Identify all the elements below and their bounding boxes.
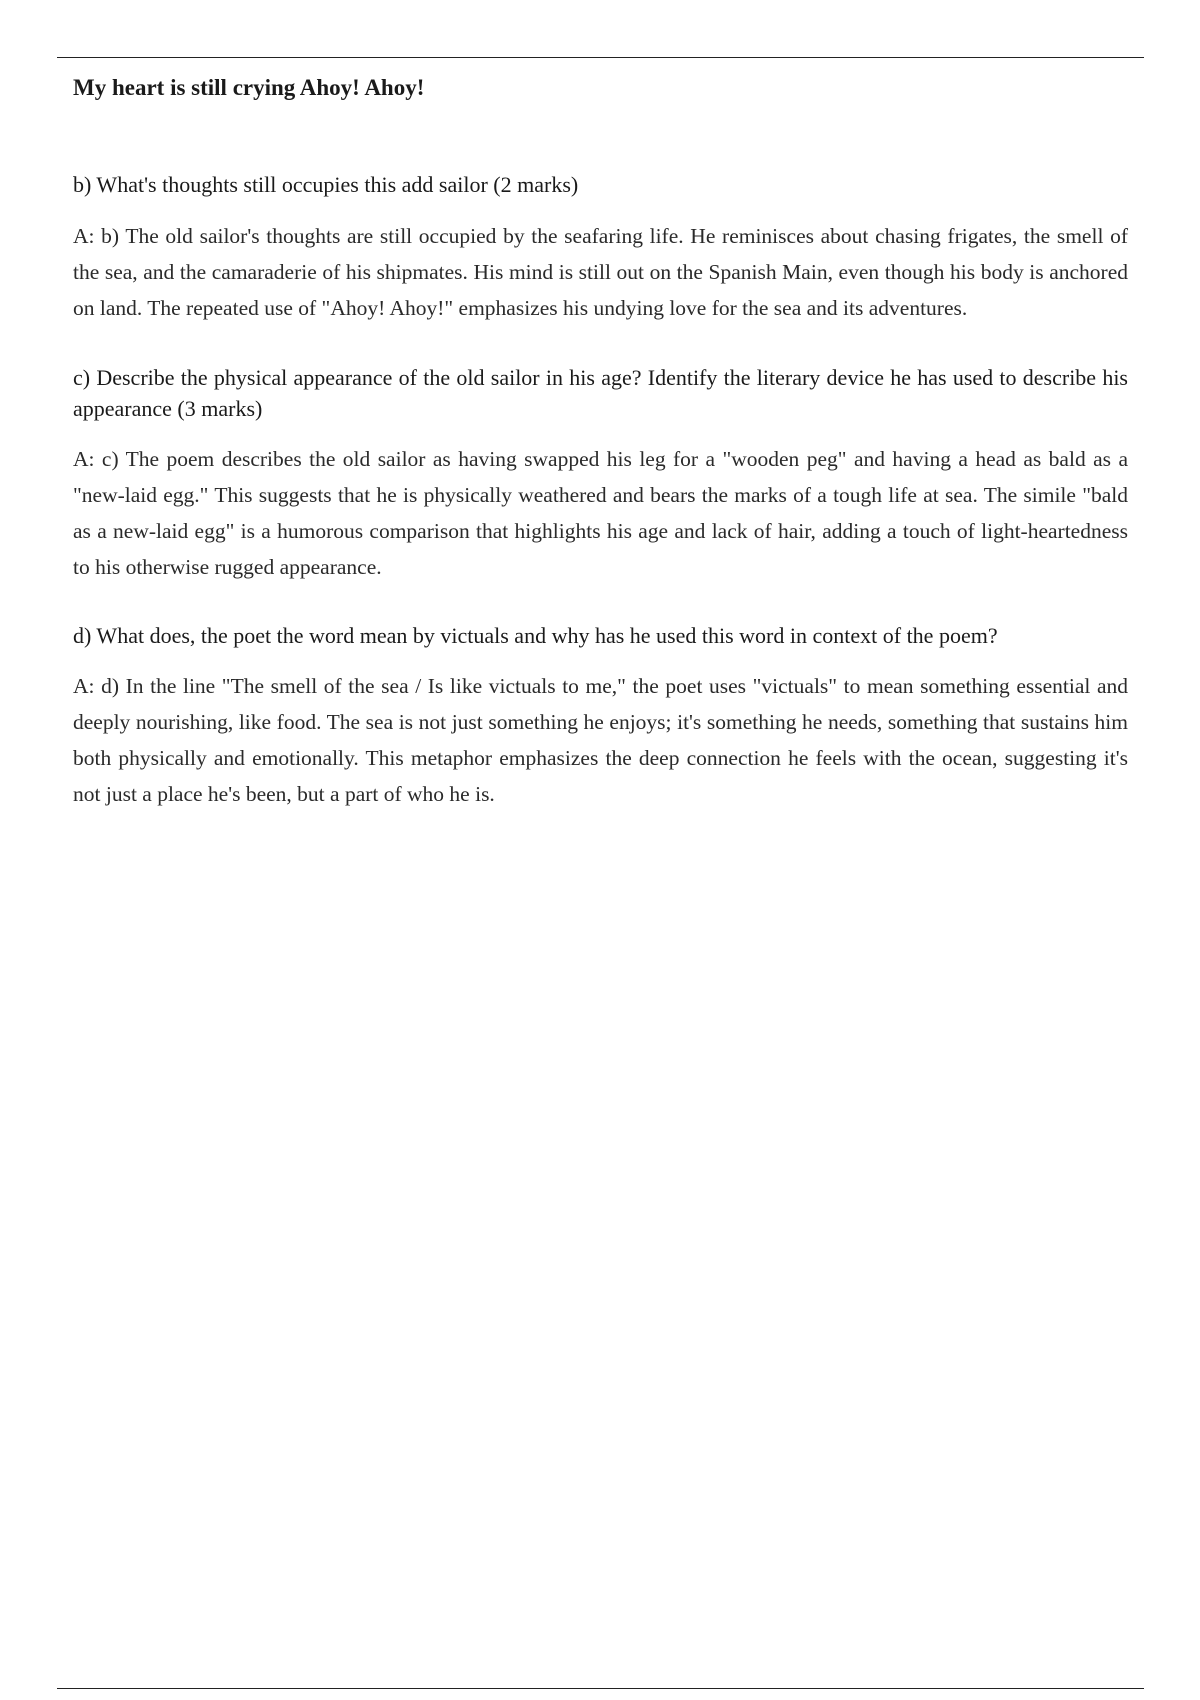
top-rule — [57, 57, 1144, 58]
answer-b: A: b) The old sailor's thoughts are still occupied by the seafaring life. He reminisces about chasing frigates, the smell of the sea, and the camaraderie of his shipmates. His mind is still out on the Spanish Main, even though his body is anchored on land. The repeated use of "Ahoy! Ahoy!" emphasizes his undying love for the sea and its adventures. — [73, 224, 1128, 320]
question-b: b) What's thoughts still occupies this add sailor (2 marks) — [73, 172, 579, 197]
answer-d: A: d) In the line "The smell of the sea / Is like victuals to me," the poet uses "victuals" to mean something essential and deeply nourishing, like food. The sea is not just something he enjoys; it's something he needs, something that sustains him both physically and emotionally. This metaphor emphasizes the deep connection he feels with the ocean, suggesting it's not just a place he's been, but a part of who he is. — [73, 674, 1128, 806]
document-body — [73, 70, 1128, 812]
question-d: d) What does, the poet the word mean by victuals and why has he used this word in context of the poem? — [73, 623, 998, 648]
bottom-rule — [57, 1688, 1144, 1689]
answer-c: A: c) The poem describes the old sailor as having swapped his leg for a "wooden peg" and having a head as bald as a "new-laid egg." This suggests that he is physically weathered and bears the marks of a tough life at sea. The simile "bald as a new-laid egg" is a humorous comparison that highlights his age and lack of hair, adding a touch of light-heartedness to his otherwise rugged appearance. — [73, 447, 1128, 579]
quote-line: My heart is still crying Ahoy! Ahoy! — [73, 75, 425, 100]
question-c: c) Describe the physical appearance of the old sailor in his age? Identify the literary device he has used to describe his appearance (3 marks) — [73, 365, 1128, 421]
